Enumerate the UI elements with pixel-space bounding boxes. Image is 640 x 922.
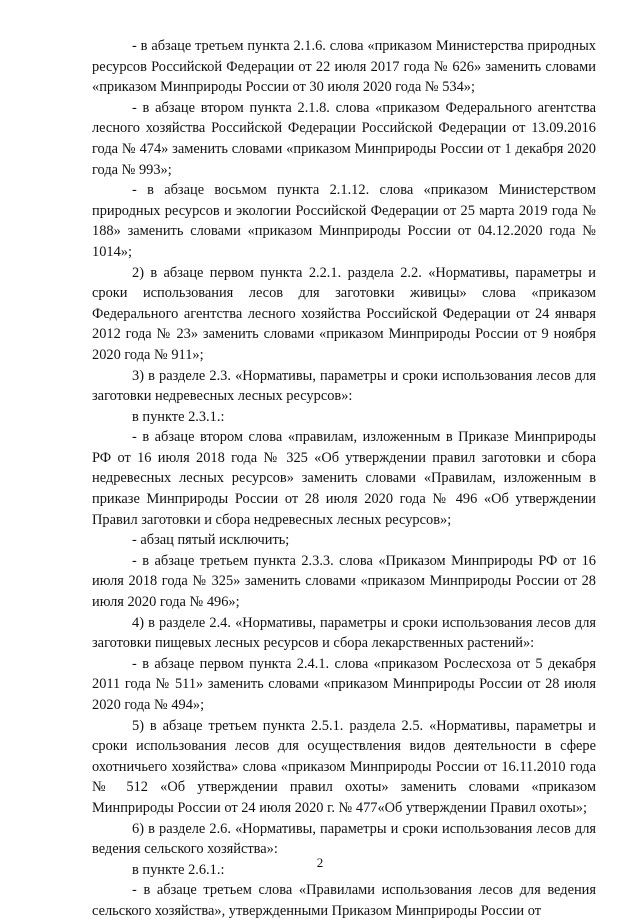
paragraph: 4) в разделе 2.4. «Нормативы, параметры и сроки использования лесов для заготовки пищевых лесных ресурсов и сбора лекарственных растений»: — [92, 614, 596, 652]
paragraph: - в абзаце восьмом пункта 2.1.12. слова «приказом Министерством природных ресурсов и экологии Российской Федерации от 25 марта 2019 года № 188» заменить словами «приказом Минприроды России от 04.12.2020 года № 1014»; — [92, 182, 596, 260]
paragraph: - в абзаце третьем пункта 2.3.3. слова «Приказом Минприроды РФ от 16 июля 2018 года № 325» заменить словами «приказом Минприроды России от 28 июля 2020 года № 496»; — [92, 552, 596, 611]
paragraph: - в абзаце втором пункта 2.1.8. слова «приказом Федерального агентства лесного хозяйства Российской Федерации Российской Федерации от 13.09.2016 года № 474» заменить словами «приказом Минприроды России от 1 декабря 2020 года № 993»; — [92, 99, 596, 178]
paragraph: 5) в абзаце третьем пункта 2.5.1. раздела 2.5. «Нормативы, параметры и сроки использования лесов для осуществления видов деятельности в сфере охотничьего хозяйства» слова «приказом Минприроды России от 16.11.2010 года № 512 «Об утверждении правил охоты» заменить словами «приказом Минприроды России от 24 июля 2020 г. № 477«Об утверждении Правил охоты»; — [92, 717, 596, 816]
paragraph: в пункте 2.3.1.: — [132, 408, 225, 425]
paragraph: - абзац пятый исключить; — [132, 532, 290, 549]
paragraph: - в абзаце первом пункта 2.4.1. слова «приказом Рослесхоза от 5 декабря 2011 года № 511» заменить словами «приказом Минприроды России от 28 июля 2020 года № 494»; — [92, 655, 596, 713]
paragraph: 3) в разделе 2.3. «Нормативы, параметры и сроки использования лесов для заготовки недревесных лесных ресурсов»: — [92, 367, 596, 405]
page-number: 2 — [316, 855, 324, 870]
paragraph: 6) в разделе 2.6. «Нормативы, параметры и сроки использования лесов для ведения сельского хозяйства»: — [92, 820, 596, 858]
paragraph: 2) в абзаце первом пункта 2.2.1. раздела 2.2. «Нормативы, параметры и сроки использования лесов для заготовки живицы» слова «приказом Федерального агентства лесного хозяйства Российской Федерации от 24 января 2012 года № 23» заменить словами «приказом Минприроды России от 9 ноября 2020 года № 911»; — [92, 264, 596, 363]
document-body — [92, 36, 596, 922]
paragraph: - в абзаце третьем слова «Правилами использования лесов для ведения сельского хозяйства», утвержденными Приказом Минприроды России от — [92, 882, 596, 919]
paragraph: - в абзаце втором слова «правилам, изложенным в Приказе Минприроды РФ от 16 июля 2018 года № 325 «Об утверждении правил заготовки и сбора недревесных лесных ресурсов» заменить словами «Правилам, изложенным в приказе Минприроды России от 28 июля 2020 года № 496 «Об утверждении Правил заготовки и сбора недревесных лесных ресурсов»; — [92, 429, 596, 528]
paragraph: - в абзаце третьем пункта 2.1.6. слова «приказом Министерства природных ресурсов Российской Федерации от 22 июля 2017 года № 626» заменить словами «приказом Минприроды России от 30 июля 2020 года № 534»; — [92, 38, 596, 96]
paragraph: в пункте 2.6.1.: — [132, 861, 225, 878]
